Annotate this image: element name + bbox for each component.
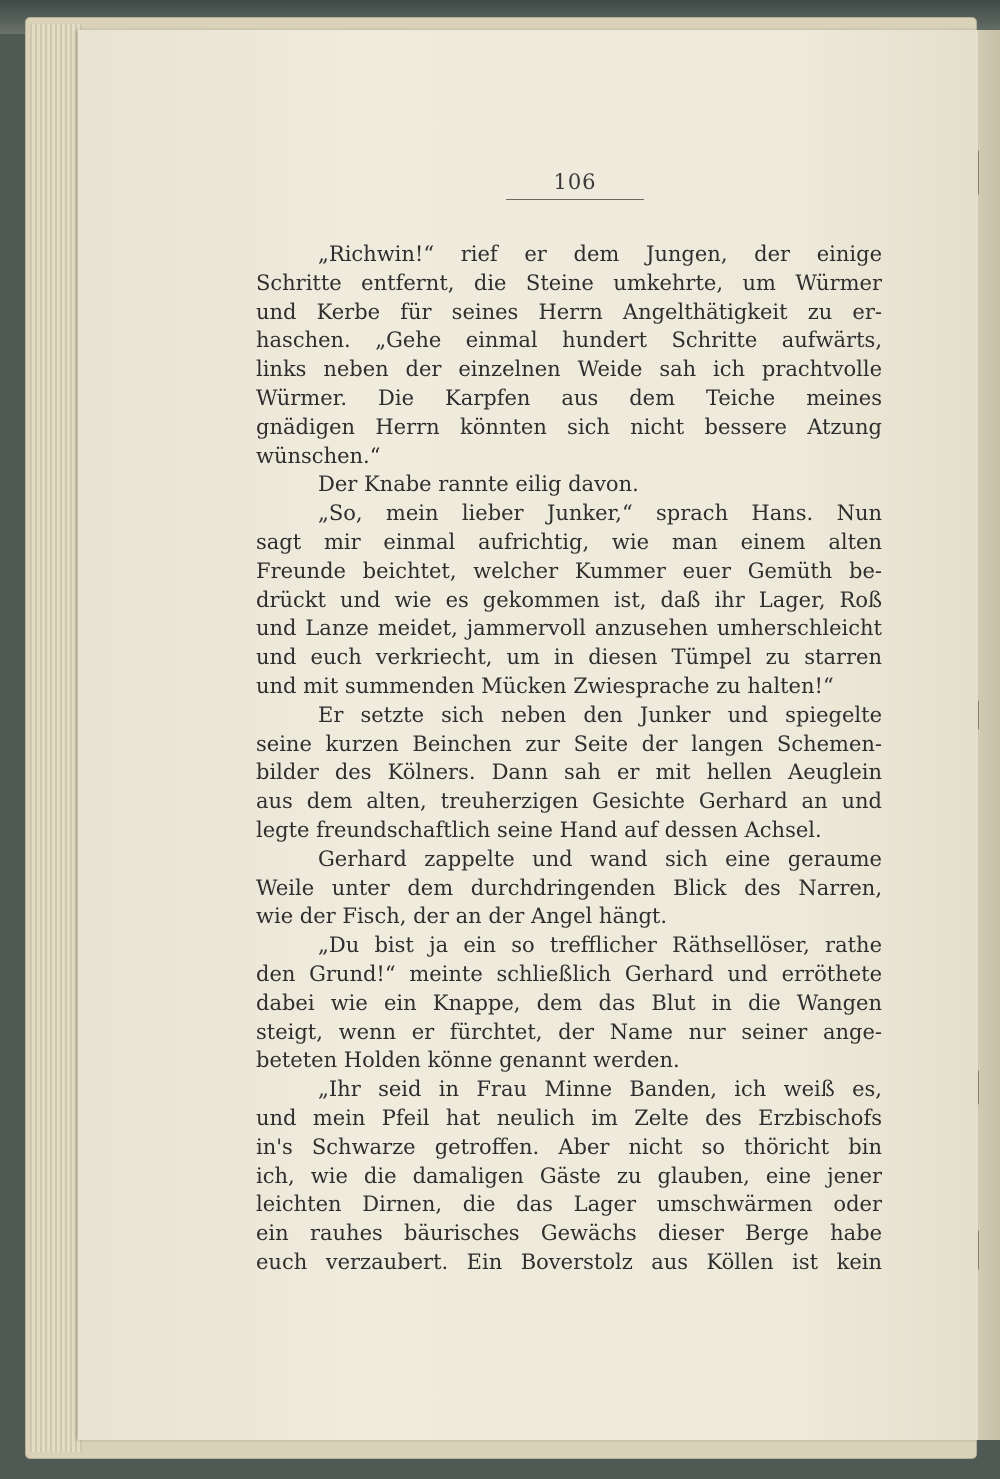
text-line: sagt mir einmal aufrichtig, wie man einem alten [256,529,882,554]
text-line: leichten Dirnen, die das Lager umschwärmen oder [256,1192,882,1217]
text-line: bilder des Kölners. Dann sah er mit hellen Aeuglein [256,760,882,785]
text-line: legte freundschaftlich seine Hand auf dessen Achsel. [256,817,822,842]
text-line: und Kerbe für seines Herrn Angelthätigkeit zu er- [256,299,882,324]
text-line: den Grund!“ meinte schließlich Gerhard und erröthete [256,961,882,986]
text-line: euch verzaubert. Ein Boverstolz aus Köllen ist kein [256,1249,882,1274]
text-line: Schritte entfernt, die Steine umkehrte, um Würmer [256,270,882,295]
text-line: Gerhard zappelte und wand sich eine geraume [318,846,882,871]
text-line: drückt und wie es gekommen ist, daß ihr Lager, Roß [256,587,882,612]
text-line: Der Knabe rannte eilig davon. [318,472,639,497]
header-rule [506,199,644,200]
text-line: steigt, wenn er fürchtet, der Name nur seiner ange- [256,1019,882,1044]
text-line: Er setzte sich neben den Junker und spiegelte [318,702,882,727]
text-line: seine kurzen Beinchen zur Seite der langen Schemen- [256,731,882,756]
text-line: beteten Holden könne genannt werden. [256,1048,680,1073]
text-line: ich, wie die damaligen Gäste zu glauben, eine jener [256,1163,882,1188]
text-line: und mit summenden Mücken Zwiesprache zu halten!“ [256,673,834,698]
text-line: haschen. „Gehe einmal hundert Schritte aufwärts, [256,328,882,353]
text-line: und euch verkriecht, um in diesen Tümpel zu starren [256,645,882,670]
text-line: Würmer. Die Karpfen aus dem Teiche meines [256,385,882,410]
text-line: ein rauhes bäurisches Gewächs dieser Berge habe [256,1221,882,1246]
page-number: 106 [553,170,597,194]
text-line: „Richwin!“ rief er dem Jungen, der einige [318,242,882,266]
body-text [256,240,882,1277]
text-line: „So, mein lieber Junker,“ sprach Hans. Nun [318,501,882,526]
text-line: Weile unter dem durchdringenden Blick des Narren, [256,875,882,900]
text-line: dabei wie ein Knappe, dem das Blut in die Wangen [256,990,882,1015]
text-line: gnädigen Herrn könnten sich nicht bessere Atzung [256,414,882,439]
text-line: wünschen.“ [256,443,381,468]
text-line: wie der Fisch, der an der Angel hängt. [256,904,668,929]
text-line: und Lanze meidet, jammervoll anzusehen umherschleicht [256,616,882,641]
text-line: „Ihr seid in Frau Minne Banden, ich weiß es, [318,1077,882,1102]
text-line: Freunde beichtet, welcher Kummer euer Gemüth be- [256,558,882,583]
text-line: links neben der einzelnen Weide sah ich prachtvolle [256,357,882,382]
text-line: aus dem alten, treuherzigen Gesichte Gerhard an und [256,789,882,814]
text-line: „Du bist ja ein so trefflicher Räthsellöser, rathe [318,933,882,958]
text-line: und mein Pfeil hat neulich im Zelte des Erzbischofs [256,1105,882,1130]
text-line: in's Schwarze getroffen. Aber nicht so thöricht bin [256,1134,882,1159]
